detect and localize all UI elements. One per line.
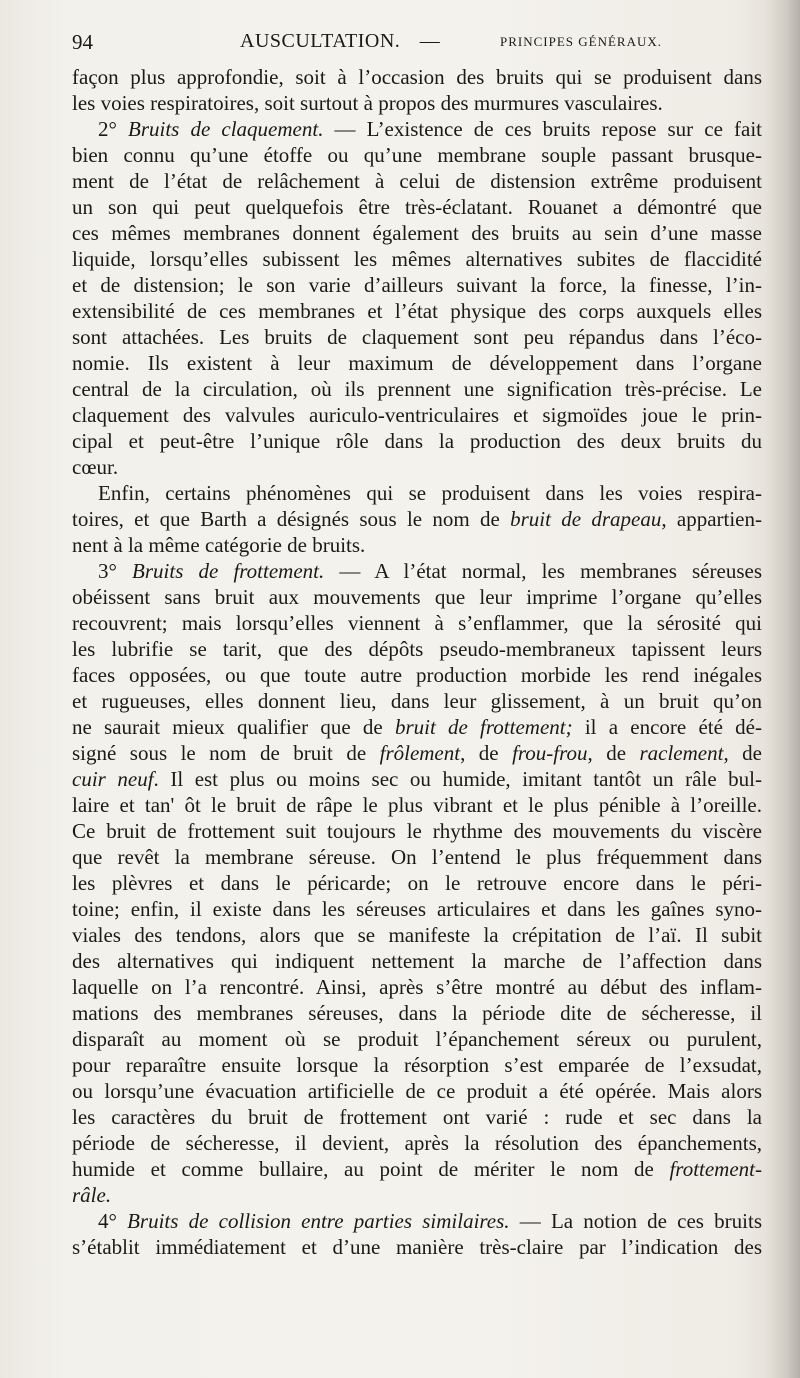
- text-segment: des alternatives qui indiquent nettement la marche de l’affection dans: [72, 949, 762, 973]
- text-segment: laquelle on l’a rencontré. Ainsi, après s’être montré au début des inflam-: [72, 975, 762, 999]
- text-line: [72, 168, 762, 194]
- text-segment: extensibilité de ces membranes et l’état physique des corps auxquels elles: [72, 299, 762, 323]
- running-head-subtitle: PRINCIPES GÉNÉRAUX.: [500, 34, 663, 49]
- text-line: [72, 558, 762, 584]
- text-segment: il a encore été dé-: [572, 715, 762, 739]
- text-line: [72, 376, 762, 402]
- text-segment: ne saurait mieux qualifier que de: [72, 715, 395, 739]
- page-edge-shadow: [766, 0, 800, 1378]
- text-line: [72, 922, 762, 948]
- text-line: [72, 766, 762, 792]
- text-segment: un son qui peut quelquefois être très-éclatant. Rouanet a démontré que: [72, 195, 762, 219]
- text-segment: s’établit immédiatement et d’une manière très-claire par l’indication des: [72, 1235, 762, 1259]
- text-segment: mations des membranes séreuses, dans la période dite de sécheresse, il: [72, 1001, 762, 1025]
- header-title-text: AUSCULTATION.: [240, 30, 401, 52]
- text-line: [72, 688, 762, 714]
- text-segment: période de sécheresse, il devient, après la résolution des épanchements,: [72, 1131, 762, 1155]
- text-line: [72, 1234, 762, 1260]
- text-segment: 2°: [98, 117, 129, 141]
- text-segment: les caractères du bruit de frottement ont varié : rude et sec dans la: [72, 1105, 762, 1129]
- text-segment: ces mêmes membranes donnent également des bruits au sein d’une masse: [72, 221, 762, 245]
- text-line: [72, 220, 762, 246]
- italic-text: Bruits de frottement.: [132, 559, 325, 583]
- italic-text: frou-frou: [512, 741, 588, 765]
- italic-text: raclement: [639, 741, 724, 765]
- text-segment: nent à la même catégorie de bruits.: [72, 533, 366, 557]
- text-segment: les plèvres et dans le péricarde; on le retrouve encore dans le péri-: [72, 871, 762, 895]
- text-line: [72, 1078, 762, 1104]
- text-segment: — A l’état normal, les membranes séreuses: [324, 559, 762, 583]
- text-segment: 4°: [98, 1209, 128, 1233]
- text-segment: les lubrifie se tarit, que des dépôts pseudo-membraneux tapissent leurs: [72, 637, 762, 661]
- text-segment: cipal et peut-être l’unique rôle dans la production des deux bruits du: [72, 429, 762, 453]
- text-line: [72, 1104, 762, 1130]
- text-segment: 3°: [98, 559, 133, 583]
- text-segment: — L’existence de ces bruits repose sur ce fait: [323, 117, 762, 141]
- text-segment: obéissent sans bruit aux mouvements que leur imprime l’organe qu’elles: [72, 585, 762, 609]
- text-segment: pour reparaître ensuite lorsque la résorption s’est emparée de l’exsudat,: [72, 1053, 762, 1077]
- text-line: [72, 324, 762, 350]
- page-number: 94: [72, 30, 93, 54]
- text-segment: Enfin, certains phénomènes qui se produisent dans les voies respira-: [98, 481, 762, 505]
- text-segment: disparaît au moment où se produit l’épanchement séreux ou purulent,: [72, 1027, 762, 1051]
- italic-text: cuir neuf: [72, 767, 154, 791]
- text-line: [72, 948, 762, 974]
- text-line: [72, 1052, 762, 1078]
- text-line: [72, 506, 762, 532]
- italic-text: frottement-: [669, 1157, 762, 1181]
- text-line: [72, 896, 762, 922]
- body-text: [72, 64, 762, 1260]
- running-head-title: [240, 30, 440, 53]
- text-segment: central de la circulation, où ils prennent une signification très-précise. Le: [72, 377, 762, 401]
- text-line: [72, 272, 762, 298]
- text-line: [72, 1182, 762, 1208]
- text-line: [72, 636, 762, 662]
- text-line: [72, 1026, 762, 1052]
- text-segment: que revêt la membrane séreuse. On l’entend le plus fréquemment dans: [72, 845, 762, 869]
- text-line: [72, 870, 762, 896]
- text-segment: , appartien-: [661, 507, 762, 531]
- text-line: [72, 246, 762, 272]
- text-segment: signé sous le nom de bruit de: [72, 741, 380, 765]
- text-segment: nomie. Ils existent à leur maximum de développement dans l’organe: [72, 351, 762, 375]
- italic-text: Bruits de collision entre parties similaires.: [127, 1209, 510, 1233]
- text-segment: les voies respiratoires, soit surtout à propos des murmures vasculaires.: [72, 91, 663, 115]
- text-line: [72, 610, 762, 636]
- text-segment: , de: [460, 741, 513, 765]
- text-segment: bien connu qu’une étoffe ou qu’une membrane souple passant brusque-: [72, 143, 762, 167]
- text-line: [72, 402, 762, 428]
- text-segment: toine; enfin, il existe dans les séreuses articulaires et dans les gaînes syno-: [72, 897, 762, 921]
- running-head: [72, 30, 760, 60]
- header-dash: —: [419, 30, 441, 52]
- text-segment: toires, et que Barth a désignés sous le nom de: [72, 507, 511, 531]
- text-line: [72, 454, 762, 480]
- italic-text: bruit de frottement;: [394, 715, 573, 739]
- text-segment: recouvrent; mais lorsqu’elles viennent à s’enflammer, que la sérosité qui: [72, 611, 762, 635]
- text-segment: Ce bruit de frottement suit toujours le rhythme des mouvements du viscère: [72, 819, 762, 843]
- text-line: [72, 350, 762, 376]
- italic-text: bruit de drapeau: [510, 507, 662, 531]
- text-segment: faces opposées, ou que toute autre production morbide les rend inégales: [72, 663, 762, 687]
- text-segment: façon plus approfondie, soit à l’occasion des bruits qui se produisent dans: [72, 65, 762, 89]
- text-segment: , de: [587, 741, 640, 765]
- text-segment: ment de l’état de relâchement à celui de distension extrême produisent: [72, 169, 762, 193]
- text-segment: humide et comme bullaire, au point de mériter le nom de: [72, 1157, 670, 1181]
- text-line: [72, 662, 762, 688]
- text-line: [72, 584, 762, 610]
- text-line: [72, 480, 762, 506]
- text-line: [72, 1156, 762, 1182]
- text-line: [72, 90, 762, 116]
- text-line: [72, 116, 762, 142]
- text-line: [72, 818, 762, 844]
- text-segment: laire et tan' ôt le bruit de râpe le plus vibrant et le plus pénible à l’oreille.: [72, 793, 762, 817]
- text-line: [72, 974, 762, 1000]
- text-line: [72, 792, 762, 818]
- italic-text: Bruits de claquement.: [128, 117, 324, 141]
- text-segment: et de distension; le son varie d’ailleurs suivant la force, la finesse, l’in-: [72, 273, 762, 297]
- text-line: [72, 64, 762, 90]
- text-segment: sont attachées. Les bruits de claquement sont peu répandus dans l’éco-: [72, 325, 762, 349]
- text-segment: viales des tendons, alors que se manifeste la crépitation de l’aï. Il subit: [72, 923, 762, 947]
- text-line: [72, 1208, 762, 1234]
- text-line: [72, 532, 762, 558]
- text-segment: et rugueuses, elles donnent lieu, dans leur glissement, à un bruit qu’on: [72, 689, 762, 713]
- text-line: [72, 428, 762, 454]
- text-segment: . Il est plus ou moins sec ou humide, imitant tantôt un râle bul-: [153, 767, 762, 791]
- text-segment: — La notion de ces bruits: [509, 1209, 762, 1233]
- text-line: [72, 740, 762, 766]
- text-line: [72, 714, 762, 740]
- text-line: [72, 142, 762, 168]
- text-line: [72, 1000, 762, 1026]
- text-segment: ou lorsqu’une évacuation artificielle de ce produit a été opérée. Mais alors: [72, 1079, 762, 1103]
- text-line: [72, 298, 762, 324]
- text-segment: , de: [723, 741, 762, 765]
- italic-text: frôlement: [379, 741, 461, 765]
- text-segment: cœur.: [72, 455, 119, 479]
- text-line: [72, 844, 762, 870]
- text-line: [72, 1130, 762, 1156]
- italic-text: râle.: [72, 1183, 112, 1207]
- text-segment: liquide, lorsqu’elles subissent les mêmes alternatives subites de flaccidité: [72, 247, 762, 271]
- text-segment: claquement des valvules auriculo-ventriculaires et sigmoïdes joue le prin-: [72, 403, 762, 427]
- text-line: [72, 194, 762, 220]
